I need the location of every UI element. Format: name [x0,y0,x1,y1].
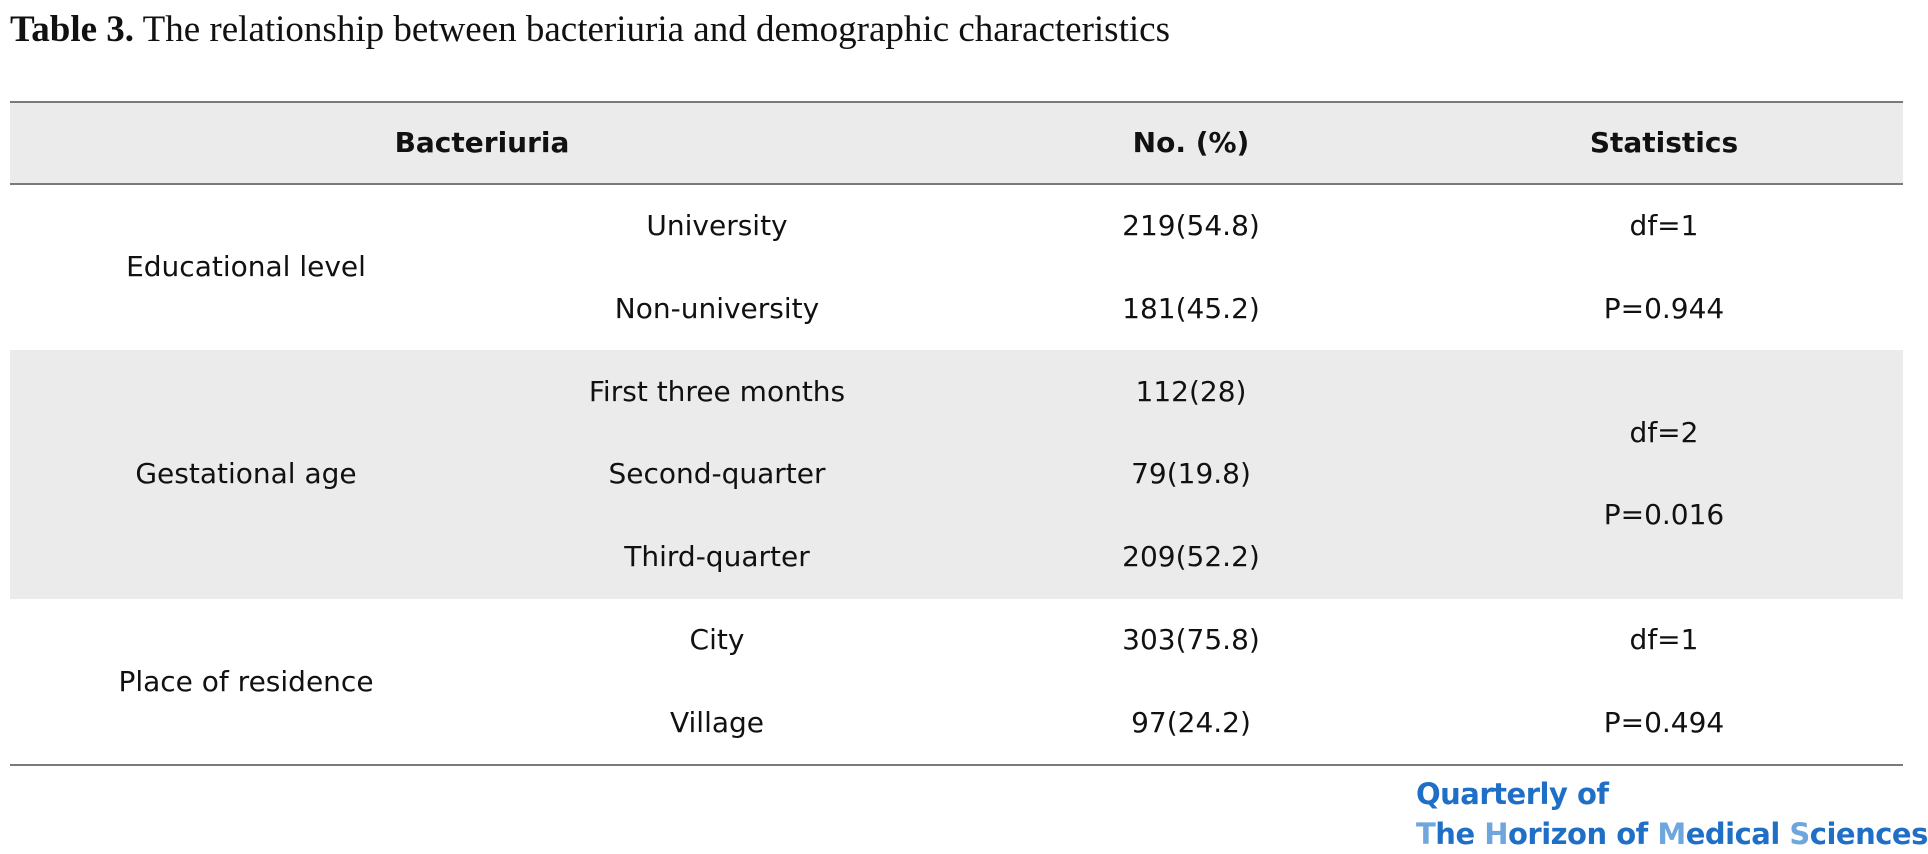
value-cell: 97(24.2) [1131,706,1251,739]
group-label-place-of-residence: Place of residence [118,665,374,698]
group-label-gestational-age: Gestational age [135,457,357,490]
logo-letter: edical [1685,817,1790,851]
journal-logo-line1: Quarterly of [1416,777,1609,811]
value-cell: 303(75.8) [1122,623,1260,656]
table-caption-title: The relationship between bacteriuria and demographic characteristics [142,9,1170,50]
bottom-rule [10,764,1903,766]
header-statistics: Statistics [1589,126,1739,159]
journal-logo [1416,774,1928,854]
table-caption-label: Table 3. [10,9,135,50]
logo-letter: orizon of [1508,817,1658,851]
logo-letter: he [1435,817,1485,851]
p-value-cell: P=0.016 [1603,498,1725,531]
logo-letter: M [1657,817,1686,851]
df-cell: df=1 [1629,209,1699,242]
category-cell: University [646,209,788,242]
p-value-cell: P=0.494 [1603,706,1725,739]
category-cell: Second-quarter [608,457,826,490]
group-label-educational-level: Educational level [126,250,366,283]
category-cell: First three months [588,375,846,408]
header-bacteriuria: Bacteriuria [394,126,570,159]
value-cell: 219(54.8) [1122,209,1260,242]
table-caption [10,8,1170,52]
p-value-cell: P=0.944 [1603,292,1725,325]
logo-letter: T [1416,817,1436,851]
header-rule [10,183,1903,185]
category-cell: Non-university [614,292,820,325]
logo-letter: S [1789,817,1810,851]
value-cell: 209(52.2) [1122,540,1260,573]
value-cell: 181(45.2) [1122,292,1260,325]
value-cell: 79(19.8) [1131,457,1251,490]
top-rule [10,101,1903,103]
category-cell: Village [669,706,765,739]
category-cell: City [689,623,745,656]
journal-logo-line2 [1416,814,1928,854]
category-cell: Third-quarter [624,540,810,573]
logo-letter: H [1484,817,1508,851]
df-cell: df=1 [1629,623,1699,656]
header-number-percent: No. (%) [1132,126,1250,159]
df-cell: df=2 [1629,416,1699,449]
value-cell: 112(28) [1135,375,1247,408]
logo-letter: ciences [1809,817,1928,851]
